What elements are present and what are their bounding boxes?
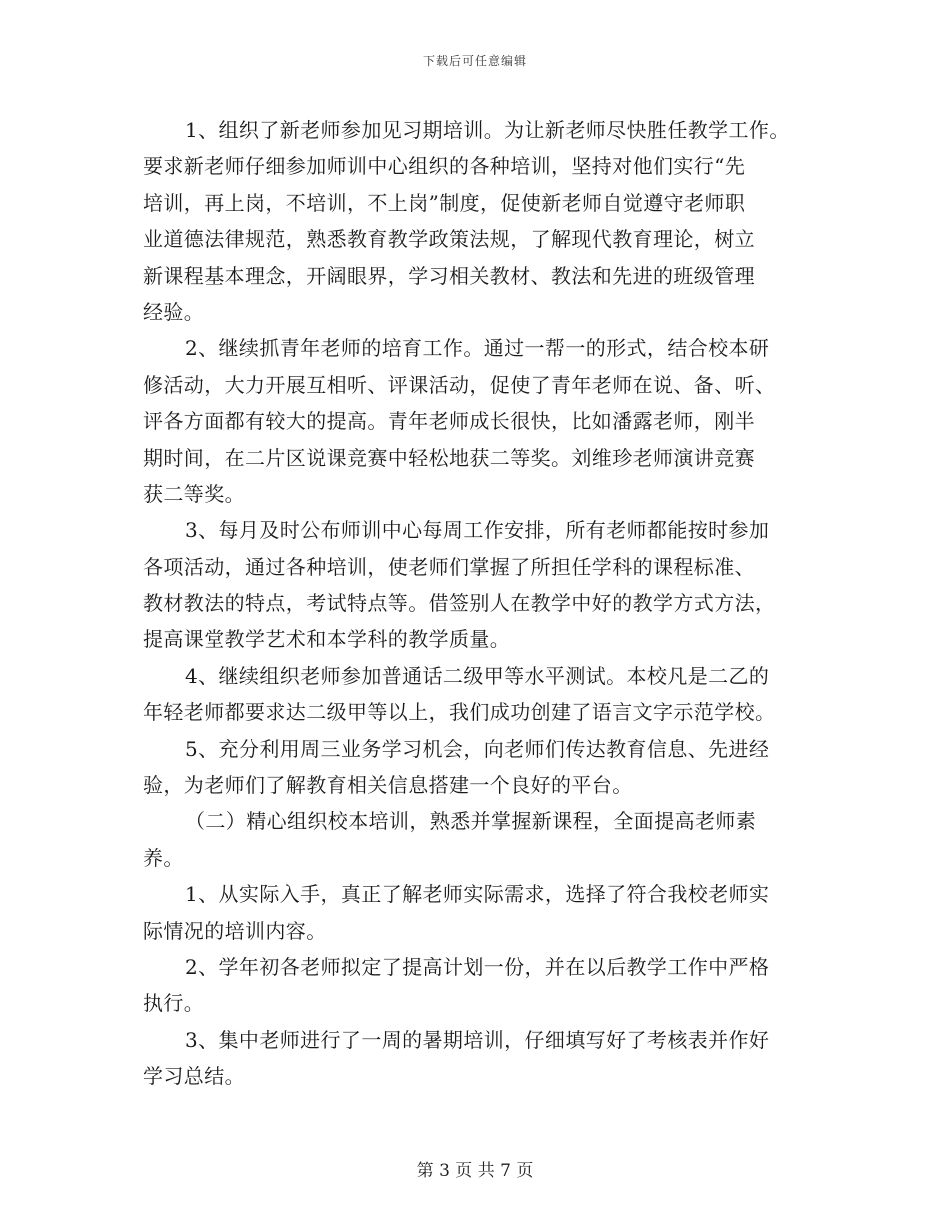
page-header: 下载后可任意编辑 <box>422 54 527 68</box>
text-line: 1、从实际入手，真正了解老师实际需求，选择了符合我校老师实 <box>185 882 770 907</box>
text-line: 教材教法的特点，考试特点等。借签别人在教学中好的教学方式方法， <box>143 591 776 616</box>
text-line: 养。 <box>143 845 184 870</box>
text-line: 经验。 <box>143 299 205 324</box>
text-line: 际情况的培训内容。 <box>143 918 327 943</box>
text-line: 期时间，在二片区说课竞赛中轻松地获二等奖。刘维珍老师演讲竞赛 <box>143 445 755 470</box>
text-line: 2、学年初各老师拟定了提高计划一份，并在以后教学工作中严格 <box>185 954 770 979</box>
text-line: 3、每月及时公布师训中心每周工作安排，所有老师都能按时参加 <box>185 518 770 543</box>
text-line: 评各方面都有较大的提高。青年老师成长很快，比如潘露老师，刚半 <box>143 409 755 434</box>
text-line: 执行。 <box>143 991 205 1016</box>
text-line: （二）精心组织校本培训，熟悉并掌握新课程，全面提高老师素 <box>185 809 757 834</box>
page-footer: 第 3 页 共 7 页 <box>416 1161 534 1181</box>
text-line: 2、继续抓青年老师的培育工作。通过一帮一的形式，结合校本研 <box>185 336 770 361</box>
text-line: 新课程基本理念，开阔眼界，学习相关教材、教法和先进的班级管理 <box>143 263 755 288</box>
text-line: 培训，再上岗，不培训，不上岗”制度，促使新老师自觉遵守老师职 <box>143 190 746 215</box>
text-line: 各项活动，通过各种培训，使老师们掌握了所担任学科的课程标准、 <box>143 554 755 579</box>
text-line: 要求新老师仔细参加师训中心组织的各种培训，坚持对他们实行“先 <box>143 154 746 179</box>
text-line: 修活动，大力开展互相听、评课活动，促使了青年老师在说、备、听、 <box>143 372 776 397</box>
text-line: 1、组织了新老师参加见习期培训。为让新老师尽快胜任教学工作。 <box>185 118 790 142</box>
text-line: 提高课堂教学艺术和本学科的教学质量。 <box>143 627 511 652</box>
text-line: 获二等奖。 <box>143 481 245 506</box>
text-line: 4、继续组织老师参加普通话二级甲等水平测试。本校凡是二乙的 <box>185 663 770 688</box>
text-line: 3、集中老师进行了一周的暑期培训，仔细填写好了考核表并作好 <box>185 1027 770 1052</box>
document-body <box>143 112 823 1095</box>
text-line: 5、充分利用周三业务学习机会，向老师们传达教育信息、先进经 <box>185 736 770 761</box>
text-line: 学习总结。 <box>143 1064 245 1089</box>
text-line: 年轻老师都要求达二级甲等以上，我们成功创建了语言文字示范学校。 <box>143 700 776 725</box>
text-line: 验，为老师们了解教育相关信息搭建一个良好的平台。 <box>143 773 633 798</box>
text-line: 业道德法律规范，熟悉教育教学政策法规，了解现代教育理论，树立 <box>143 227 755 252</box>
